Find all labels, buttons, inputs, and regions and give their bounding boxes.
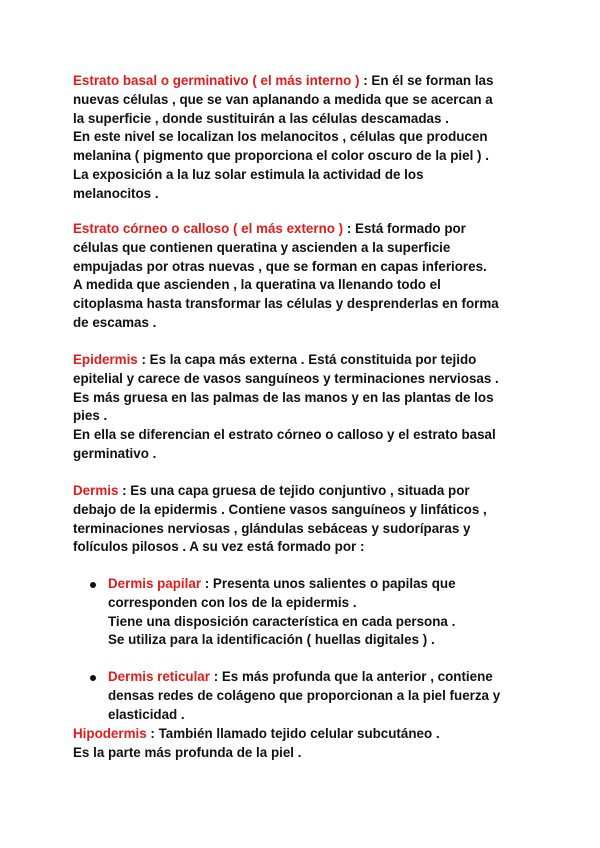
paragraph-estrato-corneo: Estrato córneo o calloso ( el más externo ) : Está formado por células que contienen queratina y ascienden a la superficie empujadas por otras nuevas , que se forman en capas inferiores. A medida que ascienden , la queratina va llenando todo el citoplasma hasta transformar las células y desprenderlas en forma de escamas . bbox=[73, 221, 499, 330]
term-estrato-basal: Estrato basal o germinativo ( el más interno ) bbox=[73, 73, 360, 88]
paragraph-hipodermis: Hipodermis : También llamado tejido celular subcutáneo . Es la parte más profunda de la piel . bbox=[73, 726, 440, 760]
term-dermis-reticular: Dermis reticular bbox=[108, 669, 210, 684]
bullet-dot-icon bbox=[90, 582, 96, 588]
list-item-dermis-papilar: Dermis papilar : Presenta unos salientes o papilas que corresponden con los de la epidermis . Tiene una disposición característica en cada persona . Se utiliza para la identificación ( huellas digitales ) . bbox=[108, 576, 456, 648]
paragraph-dermis: Dermis : Es una capa gruesa de tejido conjuntivo , situada por debajo de la epidermis . Contiene vasos sanguíneos y linfáticos , terminaciones nerviosas , glándulas sebáceas y sudoríparas y folículos pilosos . A su vez está formado por : bbox=[73, 483, 487, 555]
list-item-dermis-reticular: Dermis reticular : Es más profunda que la anterior , contiene densas redes de colágeno que proporcionan a la piel fuerza y elasticidad . bbox=[108, 669, 501, 722]
term-dermis-papilar: Dermis papilar bbox=[108, 576, 202, 591]
term-epidermis: Epidermis bbox=[73, 352, 138, 367]
bullet-dot-icon bbox=[90, 675, 96, 681]
paragraph-estrato-basal: Estrato basal o germinativo ( el más interno ) : En él se forman las nuevas células , que se van aplanando a medida que se acercan a la superficie , donde sustituirán a las células descamadas . En este nivel se localizan los melanocitos , células que producen melanina ( pigmento que proporciona el color oscuro de la piel ) . La exposición a la luz solar estimula la actividad de los melanocitos . bbox=[73, 73, 494, 201]
paragraph-epidermis: Epidermis : Es la capa más externa . Está constituida por tejido epitelial y carece de vasos sanguíneos y terminaciones nerviosas . Es más gruesa en las palmas de las manos y en las plantas de los pies . En ella se diferencian el estrato córneo o calloso y el estrato basal germinativo . bbox=[73, 352, 499, 461]
term-hipodermis: Hipodermis bbox=[73, 726, 147, 741]
term-estrato-corneo: Estrato córneo o calloso ( el más externo ) bbox=[73, 221, 344, 236]
term-dermis: Dermis bbox=[73, 483, 119, 498]
